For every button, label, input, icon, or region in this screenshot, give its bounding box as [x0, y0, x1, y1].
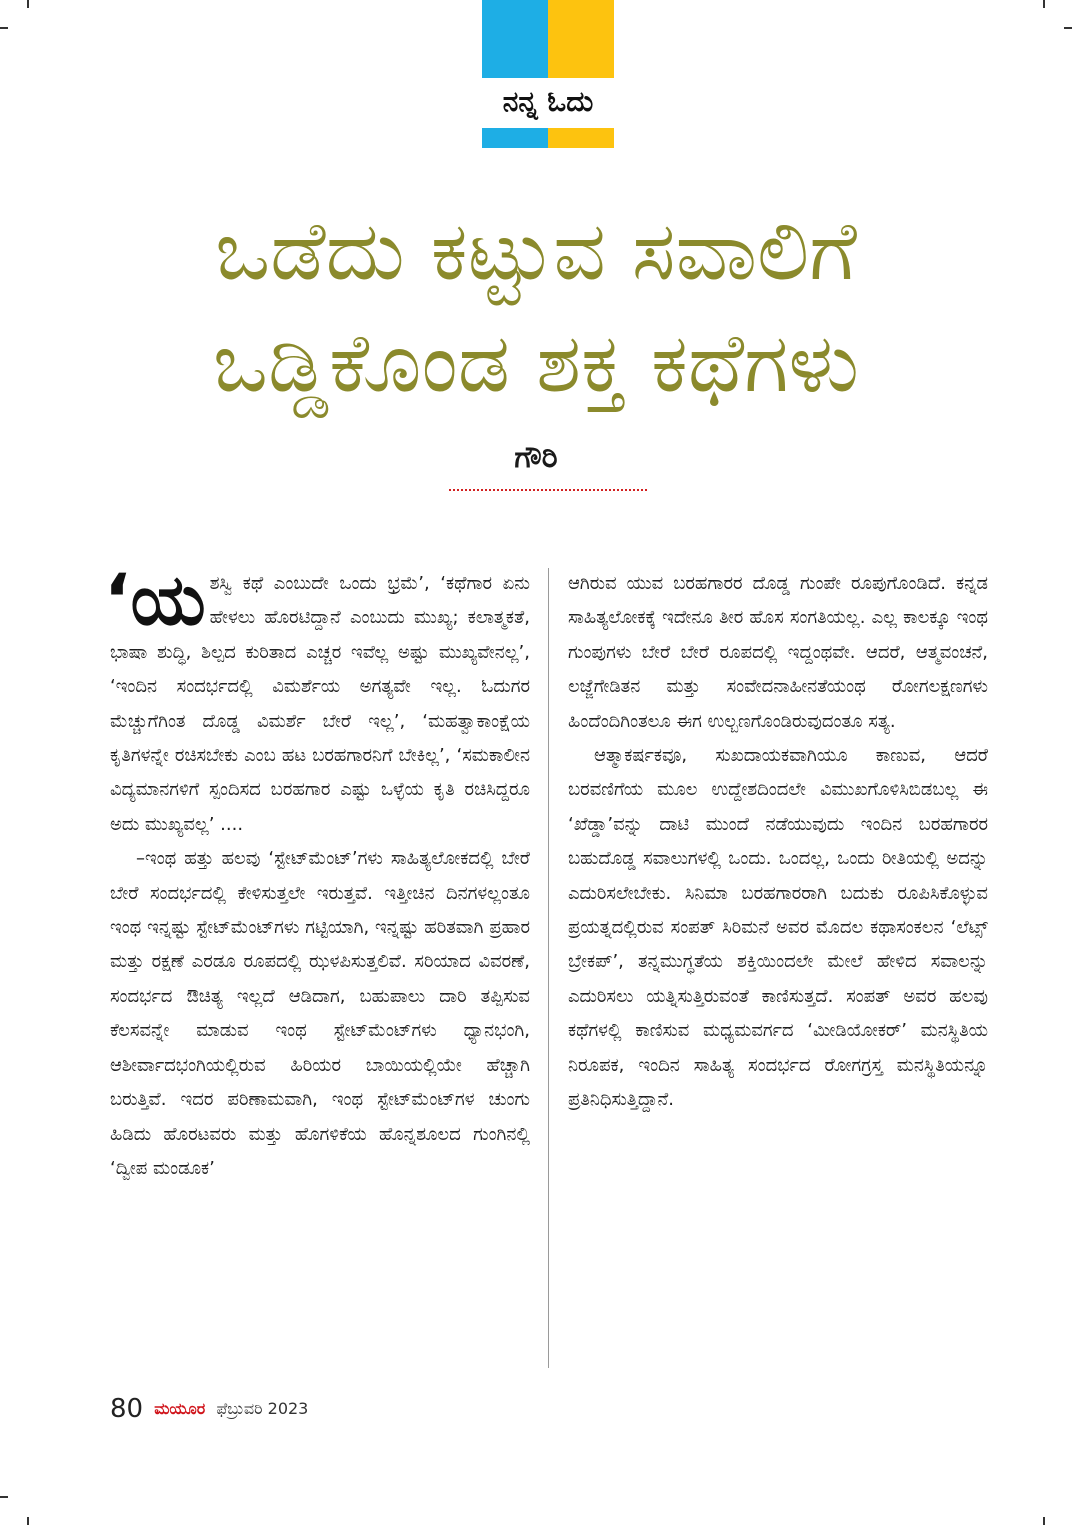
section-logo — [482, 0, 614, 148]
crop-mark — [27, 0, 29, 8]
paragraph: ಆತ್ಮಾಕರ್ಷಕವೂ, ಸುಖದಾಯಕವಾಗಿಯೂ ಕಾಣುವ, ಆದರೆ ಬರವಣಿಗೆಯ ಮೂಲ ಉದ್ದೇಶದಿಂದಲೇ ವಿಮುಖಗೊಳಿಸಿಬಿಡಬಲ್ಲ ಈ ‘ಖೆಡ್ಡಾ’ವನ್ನು ದಾಟಿ ಮುಂದೆ ನಡೆಯುವುದು ಇಂದಿನ ಬರಹಗಾರರ ಬಹುದೊಡ್ಡ ಸವಾಲುಗಳಲ್ಲಿ ಒಂದು. ಒಂದಲ್ಲ, ಒಂದು ರೀತಿಯಲ್ಲಿ ಅದನ್ನು ಎದುರಿಸಲೇಬೇಕು. ಸಿನಿಮಾ ಬರಹಗಾರರಾಗಿ ಬದುಕು ರೂಪಿಸಿಕೊಳ್ಳುವ ಪ್ರಯತ್ನದಲ್ಲಿರುವ ಸಂಪತ್ ಸಿರಿಮನೆ ಅವರ ಮೊದಲ ಕಥಾಸಂಕಲನ ‘ಲೆಟ್ಸ್ ಬ್ರೇಕಪ್’, ತನ್ನಮುಗ್ಧತೆಯ ಶಕ್ತಿಯಿಂದಲೇ ಮೇಲೆ ಹೇಳಿದ ಸವಾಲನ್ನು ಎದುರಿಸಲು ಯತ್ನಿಸುತ್ತಿರುವಂತೆ ಕಾಣಿಸುತ್ತದೆ. ಸಂಪತ್ ಅವರ ಹಲವು ಕಥೆಗಳಲ್ಲಿ ಕಾಣಿಸುವ ಮಧ್ಯಮವರ್ಗದ ‘ಮೀಡಿಯೋಕರ್’ ಮನಸ್ಥಿತಿಯ ನಿರೂಪಕ, ಇಂದಿನ ಸಾಹಿತ್ಯ ಸಂದರ್ಭದ ರೋಗಗ್ರಸ್ತ ಮನಸ್ಥಿತಿಯನ್ನೂ ಪ್ರತಿನಿಧಿಸುತ್ತಿದ್ದಾನೆ. — [568, 745, 988, 1111]
page-number: 80 — [110, 1394, 144, 1424]
crop-mark — [0, 27, 8, 29]
article-column-right — [568, 567, 988, 1118]
paragraph: ಆಗಿರುವ ಯುವ ಬರಹಗಾರರ ದೊಡ್ಡ ಗುಂಪೇ ರೂಪುಗೊಂಡಿದೆ. ಕನ್ನಡ ಸಾಹಿತ್ಯಲೋಕಕ್ಕೆ ಇದೇನೂ ತೀರ ಹೊಸ ಸಂಗತಿಯಲ್ಲ. ಎಲ್ಲ ಕಾಲಕ್ಕೂ ಇಂಥ ಗುಂಪುಗಳು ಬೇರೆ ಬೇರೆ ರೂಪದಲ್ಲಿ ಇದ್ದಂಥವೇ. ಆದರೆ, ಆತ್ಮವಂಚನೆ, ಲಜ್ಜೆಗೇಡಿತನ ಮತ್ತು ಸಂವೇದನಾಹೀನತೆಯಂಥ ರೋಗಲಕ್ಷಣಗಳು ಹಿಂದೆಂದಿಗಿಂತಲೂ ಈಗ ಉಲ್ಬಣಗೊಂಡಿರುವುದಂತೂ ಸತ್ಯ. — [568, 573, 988, 732]
dotted-divider — [449, 489, 647, 491]
article-headline — [60, 196, 1012, 420]
column-divider — [548, 568, 549, 1368]
drop-cap: ‘ಯ — [104, 559, 206, 641]
magazine-brand: ಮಯೂರ — [154, 1399, 206, 1418]
section-label: ನನ್ನ ಓದು — [502, 85, 594, 118]
crop-mark — [0, 1496, 8, 1498]
headline-line-2: ಒಡ್ಡಿಕೊಂಡ ಶಕ್ತ ಕಥೆಗಳು — [212, 316, 860, 411]
author-name: ಗೌರಿ — [514, 440, 558, 475]
crop-mark — [1064, 27, 1072, 29]
crop-mark — [27, 1517, 29, 1525]
paragraph: –ಇಂಥ ಹತ್ತು ಹಲವು ‘ಸ್ಟೇಟ್‌ಮೆಂಟ್’ಗಳು ಸಾಹಿತ್ಯಲೋಕದಲ್ಲಿ ಬೇರೆ ಬೇರೆ ಸಂದರ್ಭದಲ್ಲಿ ಕೇಳಿಸುತ್ತಲೇ ಇರುತ್ತವೆ. ಇತ್ತೀಚಿನ ದಿನಗಳಲ್ಲಂತೂ ಇಂಥ ಇನ್ನಷ್ಟು ಸ್ಟೇಟ್‌ಮೆಂಟ್‌ಗಳು ಗಟ್ಟಿಯಾಗಿ, ಇನ್ನಷ್ಟು ಹರಿತವಾಗಿ ಪ್ರಹಾರ ಮತ್ತು ರಕ್ಷಣೆ ಎರಡೂ ರೂಪದಲ್ಲಿ ಝಳಪಿಸುತ್ತಲಿವೆ. ಸರಿಯಾದ ವಿವರಣೆ, ಸಂದರ್ಭದ ಔಚಿತ್ಯ ಇಲ್ಲದೆ ಆಡಿದಾಗ, ಬಹುಪಾಲು ದಾರಿ ತಪ್ಪಿಸುವ ಕೆಲಸವನ್ನೇ ಮಾಡುವ ಇಂಥ ಸ್ಟೇಟ್‌ಮೆಂಟ್‌ಗಳು ಧ್ಯಾನಭಂಗಿ, ಆಶೀರ್ವಾದಭಂಗಿಯಲ್ಲಿರುವ ಹಿರಿಯರ ಬಾಯಿಯಲ್ಲಿಯೇ ಹೆಚ್ಚಾಗಿ ಬರುತ್ತಿವೆ. ಇದರ ಪರಿಣಾಮವಾಗಿ, ಇಂಥ ಸ್ಟೇಟ್‌ಮೆಂಟ್‌ಗಳ ಚುಂಗು ಹಿಡಿದು ಹೊರಟವರು ಮತ್ತು ಹೊಗಳಿಕೆಯ ಹೊನ್ನಶೂಲದ ಗುಂಗಿನಲ್ಲಿ ‘ದ್ವೀಪ ಮಂಡೂಕ’ — [110, 848, 530, 1179]
issue-date: ಫೆಬ್ರುವರಿ 2023 — [216, 1399, 309, 1418]
page-footer — [110, 1394, 308, 1426]
article-column-left — [104, 559, 530, 1186]
headline-line-1: ಒಡೆದು ಕಟ್ಟುವ ಸವಾಲಿಗೆ — [215, 204, 857, 299]
paragraph — [104, 559, 530, 842]
crop-mark — [1043, 0, 1045, 8]
crop-mark — [1043, 1517, 1045, 1525]
paragraph-text: ಶಸ್ವಿ ಕಥೆ ಎಂಬುದೇ ಒಂದು ಭ್ರಮೆ’, ‘ಕಥೆಗಾರ ಏನು ಹೇಳಲು ಹೊರಟಿದ್ದಾನೆ ಎಂಬುದು ಮುಖ್ಯ; ಕಲಾತ್ಮಕತೆ, ಭಾಷಾ ಶುದ್ಧಿ, ಶಿಲ್ಪದ ಕುರಿತಾದ ಎಚ್ಚರ ಇವೆಲ್ಲ ಅಷ್ಟು ಮುಖ್ಯವೇನಲ್ಲ’, ‘ಇಂದಿನ ಸಂದರ್ಭದಲ್ಲಿ ವಿಮರ್ಶೆಯ ಅಗತ್ಯವೇ ಇಲ್ಲ. ಓದುಗರ ಮೆಚ್ಚುಗೆಗಿಂತ ದೊಡ್ಡ ವಿಮರ್ಶೆ ಬೇರೆ ಇಲ್ಲ’, ‘ಮಹತ್ವಾಕಾಂಕ್ಷೆಯ ಕೃತಿಗಳನ್ನೇ ರಚಿಸಬೇಕು ಎಂಬ ಹಟ ಬರಹಗಾರನಿಗೆ ಬೇಕಿಲ್ಲ’, ‘ಸಮಕಾಲೀನ ವಿದ್ಯಮಾನಗಳಿಗೆ ಸ್ಪಂದಿಸದ ಬರಹಗಾರ ಎಷ್ಟು ಒಳ್ಳೆಯ ಕೃತಿ ರಚಿಸಿದ್ದರೂ ಅದು ಮುಖ್ಯವಲ್ಲ’ .... — [110, 573, 530, 835]
